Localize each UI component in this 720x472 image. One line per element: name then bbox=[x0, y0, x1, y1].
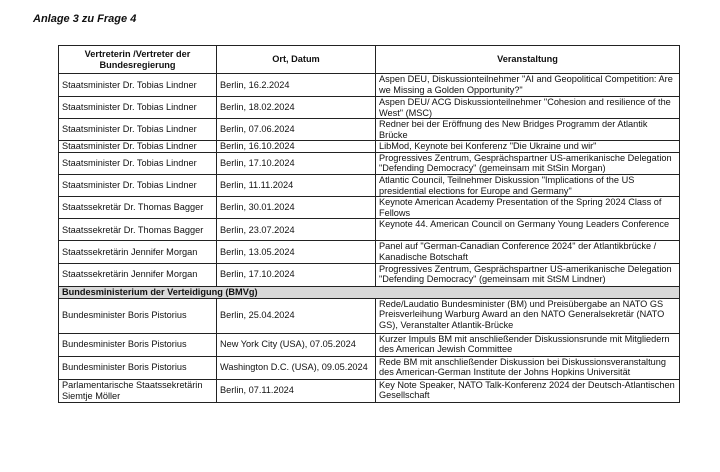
cell-ort-datum: Berlin, 30.01.2024 bbox=[217, 197, 376, 219]
header-vertreter: Vertreterin /Vertreter der Bundesregierung bbox=[59, 46, 217, 74]
cell-veranstaltung: Aspen DEU/ ACG Diskussionteilnehmer "Cohesion and resilience of the West" (MSC) bbox=[376, 97, 680, 119]
cell-ort-datum: Berlin, 07.06.2024 bbox=[217, 119, 376, 141]
table-row bbox=[59, 379, 680, 402]
cell-ort-datum: Berlin, 17.10.2024 bbox=[217, 263, 376, 286]
table-row bbox=[59, 356, 680, 379]
cell-person: Staatsminister Dr. Tobias Lindner bbox=[59, 74, 217, 97]
cell-ort-datum: Berlin, 18.02.2024 bbox=[217, 97, 376, 119]
cell-person: Parlamentarische Staatssekretärin Siemtje Möller bbox=[59, 379, 217, 402]
cell-person: Staatsminister Dr. Tobias Lindner bbox=[59, 141, 217, 153]
cell-veranstaltung: Progressives Zentrum, Gesprächspartner US-amerikanische Delegation "Defending Democracy" (gemeinsam mit StSM Lindner) bbox=[376, 263, 680, 286]
cell-veranstaltung: Kurzer Impuls BM mit anschließender Diskussionsrunde mit Mitgliedern des American Jewish Committee bbox=[376, 333, 680, 356]
cell-ort-datum: Berlin, 23.07.2024 bbox=[217, 219, 376, 241]
cell-person: Staatssekretär Dr. Thomas Bagger bbox=[59, 197, 217, 219]
cell-veranstaltung: Redner bei der Eröffnung des New Bridges Programm der Atlantik Brücke bbox=[376, 119, 680, 141]
cell-veranstaltung: Atlantic Council, Teilnehmer Diskussion "Implications of the US presidential elections for Europe and Germany" bbox=[376, 175, 680, 197]
cell-ort-datum: Berlin, 25.04.2024 bbox=[217, 298, 376, 333]
cell-person: Bundesminister Boris Pistorius bbox=[59, 333, 217, 356]
table-row bbox=[59, 141, 680, 153]
table-row bbox=[59, 97, 680, 119]
cell-person: Staatssekretärin Jennifer Morgan bbox=[59, 263, 217, 286]
cell-veranstaltung: Keynote 44. American Council on Germany Young Leaders Conference bbox=[376, 219, 680, 241]
cell-person: Staatsminister Dr. Tobias Lindner bbox=[59, 119, 217, 141]
cell-ort-datum: Berlin, 16.10.2024 bbox=[217, 141, 376, 153]
events-table bbox=[58, 45, 680, 403]
header-ort-datum: Ort, Datum bbox=[217, 46, 376, 74]
table-header-row bbox=[59, 46, 680, 74]
cell-ort-datum: Berlin, 17.10.2024 bbox=[217, 152, 376, 174]
cell-ort-datum: Berlin, 16.2.2024 bbox=[217, 74, 376, 97]
cell-veranstaltung: Progressives Zentrum, Gesprächspartner US-amerikanische Delegation "Defending Democracy" (gemeinsam mit StSin Morgan) bbox=[376, 152, 680, 174]
cell-ort-datum: New York City (USA), 07.05.2024 bbox=[217, 333, 376, 356]
cell-veranstaltung: Keynote American Academy Presentation of the Spring 2024 Class of Fellows bbox=[376, 197, 680, 219]
table-row bbox=[59, 119, 680, 141]
section-label-bmvg: Bundesministerium der Verteidigung (BMVg) bbox=[59, 286, 680, 298]
cell-veranstaltung: Aspen DEU, Diskussionteilnehmer "AI and Geopolitical Competition: Are we Missing a Golden Opportunity?" bbox=[376, 74, 680, 97]
cell-person: Staatsminister Dr. Tobias Lindner bbox=[59, 152, 217, 174]
section-row-bmvg bbox=[59, 286, 680, 298]
cell-person: Bundesminister Boris Pistorius bbox=[59, 298, 217, 333]
table-body-bmvg bbox=[59, 298, 680, 402]
cell-person: Staatsminister Dr. Tobias Lindner bbox=[59, 97, 217, 119]
table-row bbox=[59, 175, 680, 197]
cell-person: Staatssekretär Dr. Thomas Bagger bbox=[59, 219, 217, 241]
table-row bbox=[59, 333, 680, 356]
cell-ort-datum: Berlin, 07.11.2024 bbox=[217, 379, 376, 402]
table-row bbox=[59, 152, 680, 174]
cell-person: Staatsminister Dr. Tobias Lindner bbox=[59, 175, 217, 197]
cell-ort-datum: Berlin, 11.11.2024 bbox=[217, 175, 376, 197]
table-body-section bbox=[59, 286, 680, 298]
cell-veranstaltung: Rede BM mit anschließender Diskussion bei Diskussionsveranstaltung des American-German Institute der Johns Hopkins Universität bbox=[376, 356, 680, 379]
cell-veranstaltung: Panel auf "German-Canadian Conference 2024" der Atlantikbrücke / Kanadische Botschaft bbox=[376, 241, 680, 263]
cell-person: Staatssekretärin Jennifer Morgan bbox=[59, 241, 217, 263]
table-body-aa bbox=[59, 74, 680, 287]
page-title: Anlage 3 zu Frage 4 bbox=[33, 13, 137, 25]
cell-person: Bundesminister Boris Pistorius bbox=[59, 356, 217, 379]
header-veranstaltung: Veranstaltung bbox=[376, 46, 680, 74]
table-row bbox=[59, 263, 680, 286]
table-row bbox=[59, 241, 680, 263]
cell-veranstaltung: Key Note Speaker, NATO Talk-Konferenz 2024 der Deutsch-Atlantischen Gesellschaft bbox=[376, 379, 680, 402]
table-row bbox=[59, 298, 680, 333]
table-row bbox=[59, 74, 680, 97]
cell-veranstaltung: LibMod, Keynote bei Konferenz "Die Ukraine und wir" bbox=[376, 141, 680, 153]
table-row bbox=[59, 219, 680, 241]
table-row bbox=[59, 197, 680, 219]
cell-veranstaltung: Rede/Laudatio Bundesminister (BM) und Preisübergabe an NATO GS Preisverleihung Warburg Award an den NATO Generalsekretär (NATO GS), Veranstalter Atlantik-Brücke bbox=[376, 298, 680, 333]
cell-ort-datum: Washington D.C. (USA), 09.05.2024 bbox=[217, 356, 376, 379]
cell-ort-datum: Berlin, 13.05.2024 bbox=[217, 241, 376, 263]
